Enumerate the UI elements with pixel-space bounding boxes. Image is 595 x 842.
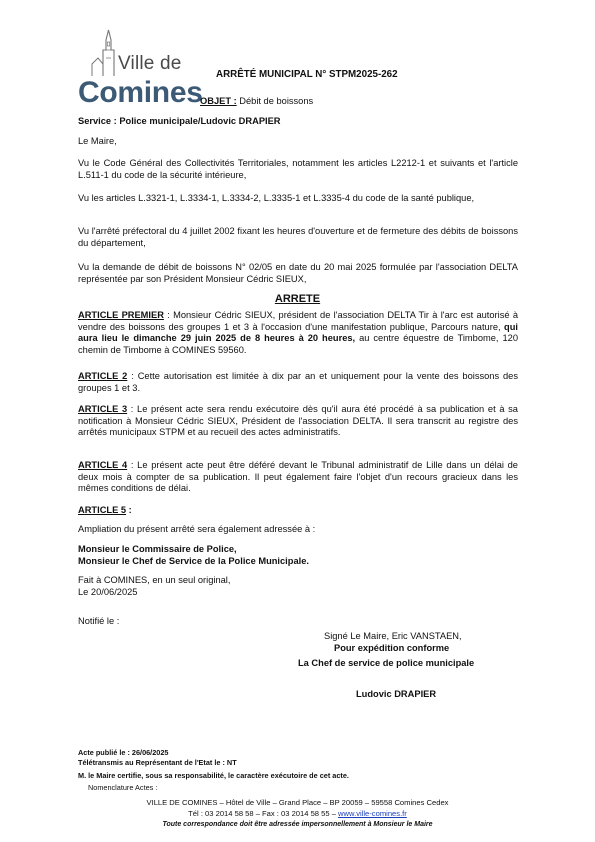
publication-date: Acte publié le : 26/06/2025 [78,748,169,757]
arrete-heading: ARRETE [274,293,321,305]
article-5: ARTICLE 5 : [78,505,132,515]
article-4-label: ARTICLE 4 [78,460,128,470]
transmission-line: Télétransmis au Représentant de l'Etat le : NT [78,758,237,767]
footer-contact [60,809,535,819]
fait-line: Fait à COMINES, en un seul original, [78,575,231,585]
signature-line-3: La Chef de service de police municipale [298,658,475,668]
service-line: Service : Police municipale/Ludovic DRAPIER [78,116,281,126]
notifie-line: Notifié le : [78,616,120,626]
date-line: Le 20/06/2025 [78,587,138,597]
signature-line-1: Signé Le Maire, Eric VANSTAEN, [324,631,462,641]
nomenclature-line: Nomenclature Actes : [88,783,158,792]
recipient: Monsieur le Chef de Service de la Police Municipale. [78,556,309,566]
footer-phone: Tél : 03 2014 58 58 – Fax : 03 2014 58 55 – [188,809,339,818]
decree-title: ARRÊTÉ MUNICIPAL N° STPM2025-262 [216,69,398,80]
article-3-label: ARTICLE 3 [78,404,128,414]
certification-line: M. le Maire certifie, sous sa responsabilité, le caractère exécutoire de cet acte. [78,771,349,780]
objet-text: Débit de boissons [236,96,314,106]
footer-correspondence: Toute correspondance doit être adressée impersonnellement à Monsieur le Maire [162,821,433,828]
logo-comines: Comines [78,76,203,109]
vu-paragraph: Vu les articles L.3321-1, L.3334-1, L.3334-2, L.3335-1 et L.3335-4 du code de la santé publique, [78,193,475,203]
article-2-label: ARTICLE 2 [78,371,128,381]
recipient: Monsieur le Commissaire de Police, [78,544,237,554]
website-link[interactable]: www.ville-comines.fr [338,809,407,818]
vu-paragraph: Vu le Code Général des Collectivités Territoriales, notamment les articles L2212-1 et suivants et l'article L.511-1 du code de la sécurité intérieure, [78,158,518,180]
signature-name: Ludovic DRAPIER [356,689,437,699]
vu-paragraph: Vu la demande de débit de boissons N° 02/05 en date du 20 mai 2025 formulée par l'association DELTA représentée par son Président Monsieur Cédric SIEUX, [78,262,518,284]
objet-label: OBJET : [200,96,237,106]
article-2: ARTICLE 2 : Cette autorisation est limitée à dix par an et uniquement pour la vente des boissons des groupes 1 et 3. [78,371,518,393]
article-3: ARTICLE 3 : Le présent acte sera rendu exécutoire dès qu'il aura été procédé à sa publication et à sa notification à Monsieur Cédric SIEUX, Président de l'association DELTA. Il sera transcrit au registre des arrêtés municipaux STPM et au recueil des actes administratifs. [78,404,518,438]
logo-ville-de: Ville de [118,53,182,74]
signature-line-2: Pour expédition conforme [334,643,450,653]
article-4: ARTICLE 4 : Le présent acte peut être déféré devant le Tribunal administratif de Lille dans un délai de deux mois à compter de sa publication. Il peut également faire l'objet d'un recours gracieux dans les mêmes conditions de délai. [78,460,518,494]
article-5-label: ARTICLE 5 [78,505,127,515]
article-1-label: ARTICLE PREMIER [78,310,164,320]
ampliation: Ampliation du présent arrêté sera également adressée à : [78,524,316,534]
vu-paragraph: Vu l'arrêté préfectoral du 4 juillet 2002 fixant les heures d'ouverture et de fermeture des débits de boissons du département, [78,226,518,248]
city-logo [78,28,203,110]
objet-line [200,96,313,108]
le-maire: Le Maire, [78,136,117,146]
footer-address: VILLE DE COMINES – Hôtel de Ville – Grand Place – BP 20059 – 59558 Comines Cedex [146,798,449,807]
article-1: ARTICLE PREMIER : Monsieur Cédric SIEUX, président de l'association DELTA Tir à l'arc est autorisé à vendre des boissons des groupes 1 et 3 à l'occasion d'une manifestation publique, Parcours nature, qui aura lieu le dimanche 29 juin 2025 de 8 heures à 20 heures, au centre équestre de Timbome, 120 chemin de Timbome à COMINES 59560. [78,310,518,355]
